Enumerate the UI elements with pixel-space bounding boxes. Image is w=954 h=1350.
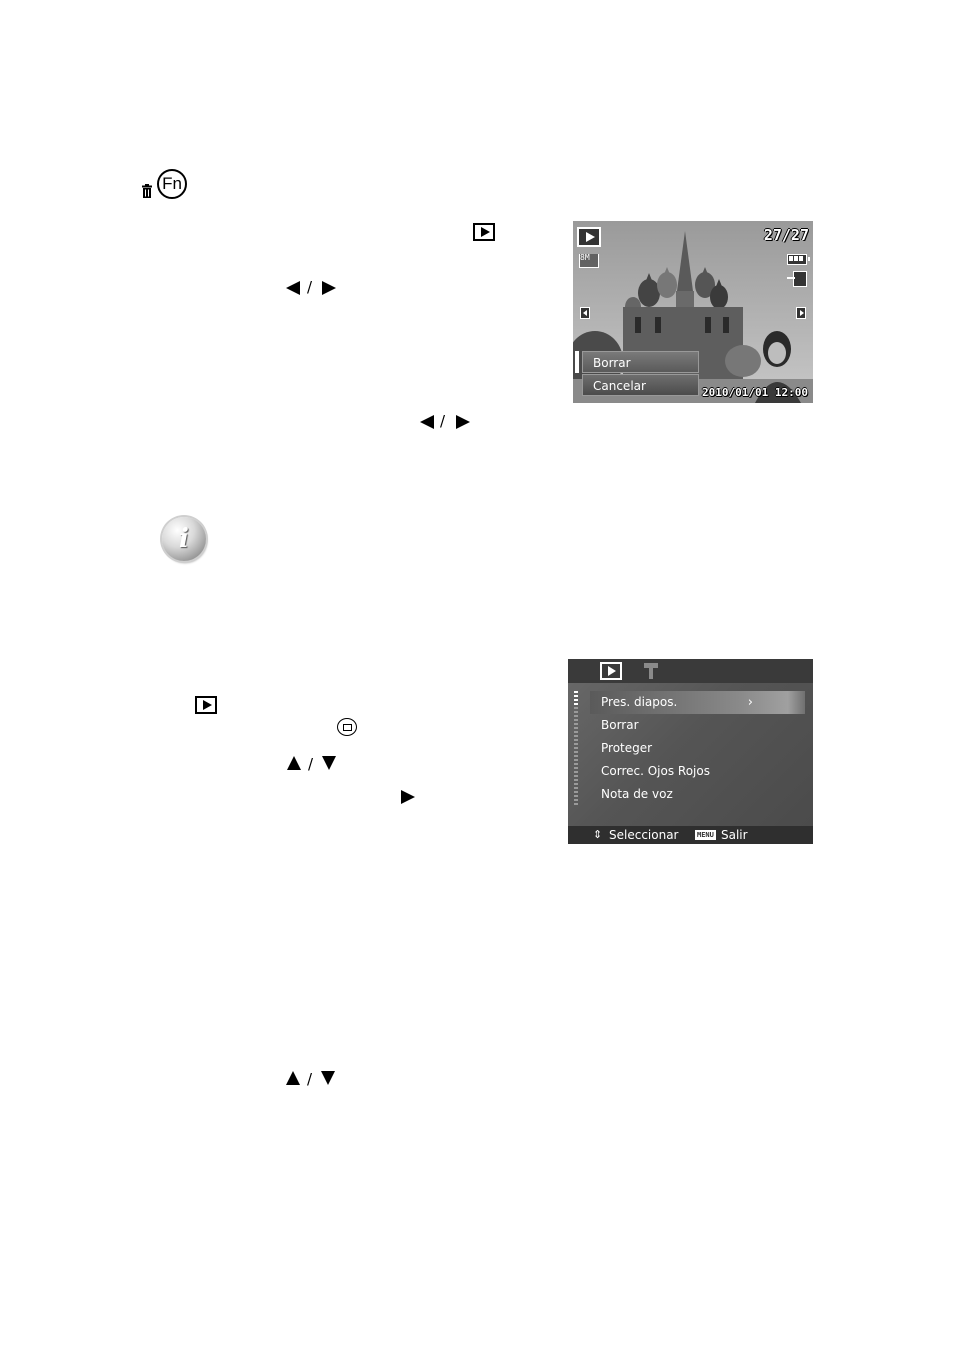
menu-button-icon bbox=[337, 718, 357, 736]
delete-prompt-screen bbox=[573, 221, 813, 403]
menu-hint-bar bbox=[568, 826, 813, 844]
option-cancelar[interactable]: Cancelar bbox=[582, 374, 699, 396]
option-borrar[interactable]: Borrar bbox=[582, 351, 699, 373]
chevron-right-icon: › bbox=[747, 695, 753, 710]
menu-item-red-eye[interactable]: Correc. Ojos Rojos bbox=[601, 764, 710, 778]
playback-mode-icon bbox=[473, 223, 495, 241]
selection-marker bbox=[575, 351, 579, 373]
hint-select: Seleccionar bbox=[609, 828, 679, 842]
image-counter: 27/27 bbox=[763, 226, 809, 244]
right-arrow-icon bbox=[401, 790, 415, 804]
playback-mode-icon bbox=[195, 696, 217, 714]
image-size-icon: 8M bbox=[579, 254, 599, 268]
hint-exit: Salir bbox=[721, 828, 748, 842]
menu-item-slideshow[interactable] bbox=[590, 691, 805, 714]
scrollbar[interactable] bbox=[574, 691, 578, 807]
playback-mode-icon bbox=[577, 227, 601, 247]
battery-icon bbox=[787, 254, 807, 265]
separator: / bbox=[307, 278, 313, 296]
down-arrow-icon bbox=[322, 756, 336, 770]
menu-item-voice-memo[interactable]: Nota de voz bbox=[601, 787, 673, 801]
playback-menu-screen bbox=[568, 659, 813, 844]
trash-icon bbox=[142, 184, 152, 198]
memory-card-icon bbox=[793, 271, 807, 287]
up-arrow-icon bbox=[287, 756, 301, 770]
previous-image-icon bbox=[580, 307, 590, 319]
down-arrow-icon bbox=[321, 1071, 335, 1085]
right-arrow-icon bbox=[456, 415, 470, 429]
info-note-icon: i bbox=[162, 517, 206, 561]
playback-tab-icon[interactable] bbox=[600, 662, 622, 680]
playback-menu-list bbox=[590, 691, 805, 806]
menu-item-delete[interactable]: Borrar bbox=[601, 718, 639, 732]
delete-options-menu bbox=[582, 351, 699, 399]
menu-tab-bar bbox=[568, 659, 813, 683]
date-time-stamp: 2010/01/01 12:00 bbox=[702, 386, 808, 399]
fn-button-icon: Fn bbox=[157, 169, 187, 199]
left-arrow-icon bbox=[286, 281, 300, 295]
menu-item-label: Pres. diapos. bbox=[601, 695, 678, 709]
separator: / bbox=[308, 755, 314, 773]
separator: / bbox=[307, 1070, 313, 1088]
separator: / bbox=[440, 412, 446, 430]
up-down-icon: ⇕ bbox=[593, 828, 603, 841]
menu-item-protect[interactable]: Proteger bbox=[601, 741, 653, 755]
left-arrow-icon bbox=[420, 415, 434, 429]
menu-badge-icon: MENU bbox=[697, 831, 714, 839]
next-image-icon bbox=[796, 307, 806, 319]
setup-wrench-icon[interactable] bbox=[644, 663, 658, 679]
right-arrow-icon bbox=[322, 281, 336, 295]
up-arrow-icon bbox=[286, 1071, 300, 1085]
